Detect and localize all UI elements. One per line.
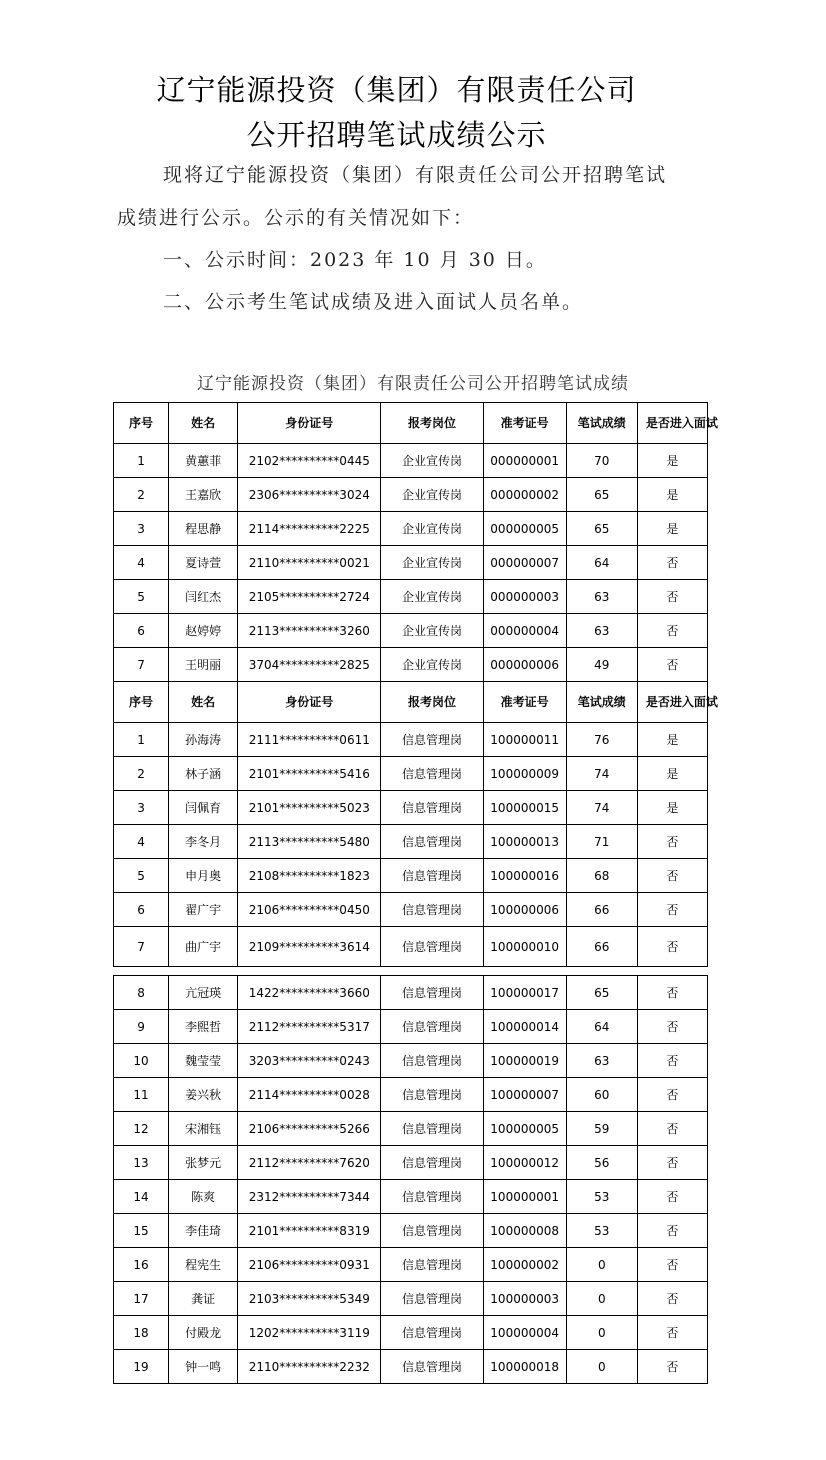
table-cell: 100000004 [483, 1316, 566, 1350]
table-row [114, 546, 708, 580]
table-cell: 100000012 [483, 1146, 566, 1180]
table-cell: 100000017 [483, 976, 566, 1010]
table-cell: 2106**********5266 [238, 1112, 381, 1146]
table-cell: 1202**********3119 [238, 1316, 381, 1350]
table-row [114, 648, 708, 682]
table-cell: 59 [566, 1112, 637, 1146]
table-cell: 13 [114, 1146, 169, 1180]
table-cell: 100000006 [483, 893, 566, 927]
table-cell: 企业宣传岗 [381, 444, 483, 478]
table-cell: 王嘉欣 [169, 478, 238, 512]
table-cell: 000000004 [483, 614, 566, 648]
table-cell: 3 [114, 791, 169, 825]
column-header: 准考证号 [483, 403, 566, 444]
table-cell: 付殿龙 [169, 1316, 238, 1350]
table-row [114, 976, 708, 1010]
table-cell: 李冬月 [169, 825, 238, 859]
table-cell: 60 [566, 1078, 637, 1112]
table-cell: 信息管理岗 [381, 1316, 483, 1350]
table-cell: 66 [566, 893, 637, 927]
table-cell: 10 [114, 1044, 169, 1078]
table-cell: 100000007 [483, 1078, 566, 1112]
table-cell: 赵婷婷 [169, 614, 238, 648]
table-cell: 6 [114, 893, 169, 927]
table-cell: 否 [637, 976, 707, 1010]
table-cell: 65 [566, 478, 637, 512]
table-cell: 1 [114, 444, 169, 478]
table-cell: 0 [566, 1350, 637, 1384]
table-cell: 100000003 [483, 1282, 566, 1316]
table-cell: 否 [637, 859, 707, 893]
table-cell: 100000005 [483, 1112, 566, 1146]
publicity-content-item: 二、公示考生笔试成绩及进入面试人员名单。 [163, 291, 584, 313]
table-cell: 2114**********2225 [238, 512, 381, 546]
table-cell: 64 [566, 1010, 637, 1044]
table-cell: 0 [566, 1248, 637, 1282]
table-cell: 17 [114, 1282, 169, 1316]
table-row [114, 859, 708, 893]
table-cell: 3 [114, 512, 169, 546]
table-cell: 9 [114, 1010, 169, 1044]
table-cell: 2101**********5416 [238, 757, 381, 791]
table-cell: 否 [637, 1146, 707, 1180]
table-cell: 信息管理岗 [381, 791, 483, 825]
table-row [114, 512, 708, 546]
table-cell: 2102**********0445 [238, 444, 381, 478]
table-cell: 18 [114, 1316, 169, 1350]
table-cell: 2 [114, 757, 169, 791]
table-cell: 100000018 [483, 1350, 566, 1384]
table-cell: 65 [566, 512, 637, 546]
table-cell: 100000008 [483, 1214, 566, 1248]
table-row [114, 791, 708, 825]
table-cell: 否 [637, 614, 707, 648]
table-cell: 000000003 [483, 580, 566, 614]
table-cell: 8 [114, 976, 169, 1010]
table-cell: 7 [114, 648, 169, 682]
table-cell: 信息管理岗 [381, 757, 483, 791]
table-row [114, 893, 708, 927]
column-header: 姓名 [169, 403, 238, 444]
table-cell: 否 [637, 1282, 707, 1316]
table-cell: 100000011 [483, 723, 566, 757]
table-cell: 程宪生 [169, 1248, 238, 1282]
table-cell: 53 [566, 1180, 637, 1214]
table-cell: 翟广宇 [169, 893, 238, 927]
table-cell: 信息管理岗 [381, 859, 483, 893]
column-header: 序号 [114, 403, 169, 444]
table-cell: 信息管理岗 [381, 825, 483, 859]
table-row [114, 1316, 708, 1350]
table-row [114, 757, 708, 791]
table-cell: 2106**********0931 [238, 1248, 381, 1282]
table-cell: 0 [566, 1282, 637, 1316]
table-row [114, 1078, 708, 1112]
table-cell: 企业宣传岗 [381, 546, 483, 580]
table-cell: 信息管理岗 [381, 1044, 483, 1078]
table-cell: 000000005 [483, 512, 566, 546]
table-cell: 3704**********2825 [238, 648, 381, 682]
table-cell: 宋湘钰 [169, 1112, 238, 1146]
table-cell: 63 [566, 614, 637, 648]
table-cell: 陈爽 [169, 1180, 238, 1214]
table-cell: 否 [637, 546, 707, 580]
table-cell: 2114**********0028 [238, 1078, 381, 1112]
table-cell: 信息管理岗 [381, 1078, 483, 1112]
table-cell: 企业宣传岗 [381, 512, 483, 546]
table-cell: 2112**********5317 [238, 1010, 381, 1044]
table-caption: 辽宁能源投资（集团）有限责任公司公开招聘笔试成绩 [197, 374, 629, 394]
table-row [114, 580, 708, 614]
table-cell: 林子涵 [169, 757, 238, 791]
table-cell: 否 [637, 927, 707, 967]
table-cell: 李佳琦 [169, 1214, 238, 1248]
table-cell: 否 [637, 1316, 707, 1350]
table-cell: 否 [637, 1180, 707, 1214]
table-cell: 100000013 [483, 825, 566, 859]
table-row [114, 723, 708, 757]
table-cell: 信息管理岗 [381, 1112, 483, 1146]
table-cell: 2106**********0450 [238, 893, 381, 927]
table-cell: 64 [566, 546, 637, 580]
table-cell: 7 [114, 927, 169, 967]
table-row [114, 1146, 708, 1180]
column-header: 是否进入面试 [637, 682, 707, 723]
table-cell: 2110**********2232 [238, 1350, 381, 1384]
table-cell: 龚证 [169, 1282, 238, 1316]
column-header: 序号 [114, 682, 169, 723]
table-cell: 否 [637, 648, 707, 682]
table-row [114, 614, 708, 648]
table-cell: 000000001 [483, 444, 566, 478]
table-cell: 信息管理岗 [381, 927, 483, 967]
table-cell: 是 [637, 478, 707, 512]
table-cell: 曲广宇 [169, 927, 238, 967]
table-cell: 14 [114, 1180, 169, 1214]
table-cell: 孙海涛 [169, 723, 238, 757]
column-header: 笔试成绩 [566, 403, 637, 444]
table-cell: 16 [114, 1248, 169, 1282]
table-cell: 2111**********0611 [238, 723, 381, 757]
table-cell: 程思静 [169, 512, 238, 546]
intro-paragraph-line1: 现将辽宁能源投资（集团）有限责任公司公开招聘笔试 [163, 164, 668, 186]
column-header: 姓名 [169, 682, 238, 723]
table-cell: 3203**********0243 [238, 1044, 381, 1078]
table-cell: 王明丽 [169, 648, 238, 682]
table-cell: 53 [566, 1214, 637, 1248]
table-cell: 2101**********8319 [238, 1214, 381, 1248]
table-row [114, 1350, 708, 1384]
table-cell: 2312**********7344 [238, 1180, 381, 1214]
column-header: 笔试成绩 [566, 682, 637, 723]
table-cell: 2109**********3614 [238, 927, 381, 967]
table-cell: 2105**********2724 [238, 580, 381, 614]
table-cell: 74 [566, 791, 637, 825]
table-row [114, 1180, 708, 1214]
table-cell: 100000015 [483, 791, 566, 825]
table-cell: 49 [566, 648, 637, 682]
table-row [114, 1282, 708, 1316]
table-cell: 12 [114, 1112, 169, 1146]
page-title: 辽宁能源投资（集团）有限责任公司 [156, 73, 637, 107]
table-cell: 信息管理岗 [381, 976, 483, 1010]
scores-table-upper [113, 402, 718, 967]
table-cell: 11 [114, 1078, 169, 1112]
table-cell: 100000010 [483, 927, 566, 967]
table-cell: 信息管理岗 [381, 1214, 483, 1248]
table-cell: 闫红杰 [169, 580, 238, 614]
table-cell: 66 [566, 927, 637, 967]
table-cell: 否 [637, 1248, 707, 1282]
table-row [114, 478, 708, 512]
table-cell: 100000002 [483, 1248, 566, 1282]
column-header: 身份证号 [238, 682, 381, 723]
table-cell: 2 [114, 478, 169, 512]
table-row [114, 1112, 708, 1146]
table-row [114, 1214, 708, 1248]
table-cell: 2108**********1823 [238, 859, 381, 893]
table-cell: 000000007 [483, 546, 566, 580]
table-cell: 企业宣传岗 [381, 614, 483, 648]
column-header: 是否进入面试 [637, 403, 707, 444]
table-cell: 张梦元 [169, 1146, 238, 1180]
table-cell: 56 [566, 1146, 637, 1180]
table-cell: 信息管理岗 [381, 1248, 483, 1282]
table-cell: 0 [566, 1316, 637, 1350]
table-cell: 否 [637, 893, 707, 927]
table-cell: 否 [637, 1078, 707, 1112]
column-header: 报考岗位 [381, 682, 483, 723]
intro-paragraph-line2: 成绩进行公示。公示的有关情况如下： [117, 207, 475, 229]
table-cell: 68 [566, 859, 637, 893]
table-cell: 100000014 [483, 1010, 566, 1044]
table-cell: 65 [566, 976, 637, 1010]
column-header: 报考岗位 [381, 403, 483, 444]
table-cell: 钟一鸣 [169, 1350, 238, 1384]
table-cell: 企业宣传岗 [381, 478, 483, 512]
table-cell: 否 [637, 1010, 707, 1044]
table-cell: 否 [637, 825, 707, 859]
table-cell: 企业宣传岗 [381, 580, 483, 614]
table-cell: 否 [637, 1214, 707, 1248]
table-cell: 2113**********5480 [238, 825, 381, 859]
table-cell: 姜兴秋 [169, 1078, 238, 1112]
publicity-time-item: 一、公示时间：2023 年 10 月 30 日。 [163, 249, 547, 271]
table-cell: 19 [114, 1350, 169, 1384]
column-header: 身份证号 [238, 403, 381, 444]
table-cell: 黄蕙菲 [169, 444, 238, 478]
table-cell: 是 [637, 791, 707, 825]
table-cell: 申月奥 [169, 859, 238, 893]
table-cell: 魏莹莹 [169, 1044, 238, 1078]
table-row [114, 1010, 708, 1044]
table-cell: 信息管理岗 [381, 1010, 483, 1044]
table-cell: 70 [566, 444, 637, 478]
table-cell: 71 [566, 825, 637, 859]
table-header-row [114, 403, 708, 444]
table-cell: 信息管理岗 [381, 1146, 483, 1180]
table-cell: 信息管理岗 [381, 1180, 483, 1214]
table-cell: 信息管理岗 [381, 893, 483, 927]
table-cell: 2101**********5023 [238, 791, 381, 825]
table-cell: 企业宣传岗 [381, 648, 483, 682]
table-cell: 63 [566, 1044, 637, 1078]
table-row [114, 1248, 708, 1282]
table-cell: 1 [114, 723, 169, 757]
column-header: 准考证号 [483, 682, 566, 723]
table-cell: 5 [114, 580, 169, 614]
table-cell: 信息管理岗 [381, 723, 483, 757]
table-cell: 否 [637, 1112, 707, 1146]
table-cell: 否 [637, 1044, 707, 1078]
table-cell: 5 [114, 859, 169, 893]
table-cell: 100000019 [483, 1044, 566, 1078]
table-cell: 000000002 [483, 478, 566, 512]
table-cell: 6 [114, 614, 169, 648]
table-cell: 76 [566, 723, 637, 757]
table-cell: 100000016 [483, 859, 566, 893]
table-cell: 2113**********3260 [238, 614, 381, 648]
table-cell: 15 [114, 1214, 169, 1248]
table-row [114, 444, 708, 478]
table-cell: 是 [637, 757, 707, 791]
scores-table-lower [113, 975, 708, 1384]
table-cell: 4 [114, 546, 169, 580]
table-cell: 闫佩育 [169, 791, 238, 825]
table-cell: 1422**********3660 [238, 976, 381, 1010]
table-cell: 是 [637, 512, 707, 546]
table-cell: 2112**********7620 [238, 1146, 381, 1180]
table-cell: 是 [637, 723, 707, 757]
table-cell: 100000009 [483, 757, 566, 791]
table-cell: 信息管理岗 [381, 1282, 483, 1316]
table-cell: 是 [637, 444, 707, 478]
table-cell: 2110**********0021 [238, 546, 381, 580]
table-cell: 100000001 [483, 1180, 566, 1214]
table-cell: 63 [566, 580, 637, 614]
table-row [114, 825, 708, 859]
table-cell: 2103**********5349 [238, 1282, 381, 1316]
table-cell: 夏诗萱 [169, 546, 238, 580]
page-subtitle: 公开招聘笔试成绩公示 [246, 118, 547, 152]
table-cell: 74 [566, 757, 637, 791]
table-row [114, 927, 708, 967]
table-cell: 否 [637, 1350, 707, 1384]
table-cell: 否 [637, 580, 707, 614]
table-cell: 000000006 [483, 648, 566, 682]
table-cell: 李熙哲 [169, 1010, 238, 1044]
table-header-row [114, 682, 708, 723]
table-cell: 2306**********3024 [238, 478, 381, 512]
table-cell: 4 [114, 825, 169, 859]
table-cell: 亢冠瑛 [169, 976, 238, 1010]
table-cell: 信息管理岗 [381, 1350, 483, 1384]
table-row [114, 1044, 708, 1078]
